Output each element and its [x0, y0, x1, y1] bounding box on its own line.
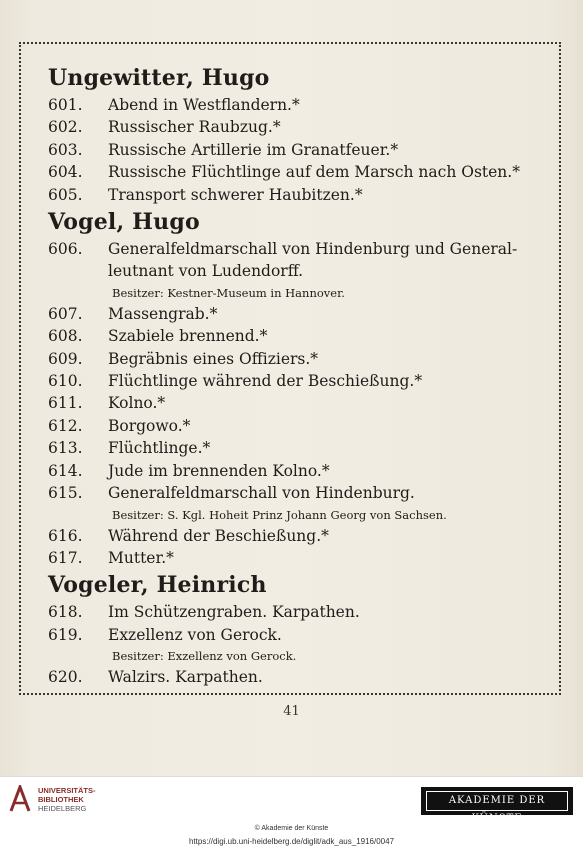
page-number: 41: [283, 704, 300, 719]
akademie-logo[interactable]: [421, 787, 573, 824]
entry-number: 616.: [48, 526, 83, 545]
entry-title: Generalfeldmarschall von Hindenburg und General-: [108, 240, 518, 259]
uni-line-2: BIBLIOTHEK: [38, 794, 84, 804]
entry-number: 607.: [48, 304, 83, 323]
entry-title: Szabiele brennend.*: [108, 327, 268, 346]
entry-number: 615.: [48, 484, 83, 503]
entry-title: Borgowo.*: [108, 416, 191, 435]
catalog-entry: [48, 460, 553, 482]
catalog-entry: [48, 184, 553, 206]
entry-title: Walzirs. Karpathen.: [108, 668, 263, 687]
entry-number: 609.: [48, 349, 83, 368]
entry-title-continued: [48, 260, 553, 282]
footer-bar: [0, 776, 583, 848]
uni-line-3: HEIDELBERG: [38, 803, 87, 813]
entry-owner: Besitzer: Kestner-Museum in Hannover.: [112, 285, 345, 300]
entry-number: 610.: [48, 372, 83, 391]
artist-heading: Ungewitter, Hugo: [48, 65, 270, 91]
catalog-content: [48, 62, 553, 689]
source-url-link[interactable]: https://digi.ub.uni-heidelberg.de/diglit/adk_aus_1916/0047: [188, 837, 395, 846]
catalog-entry: [48, 370, 553, 392]
entry-title: Im Schützengraben. Karpathen.: [108, 603, 360, 622]
entry-title: Russische Flüchtlinge auf dem Marsch nach Osten.*: [108, 163, 520, 182]
entry-number: 601.: [48, 96, 83, 114]
copyright-credit: © Akademie der Künste: [254, 825, 329, 832]
catalog-entry: [48, 139, 553, 161]
catalog-entry: [48, 547, 553, 569]
akademie-label: AKADEMIE DER KÜNSTE: [426, 791, 568, 811]
catalog-entry: [48, 666, 553, 688]
university-library-logo[interactable]: [8, 785, 96, 813]
entry-number: 611.: [48, 394, 83, 413]
catalog-entry: [48, 325, 553, 347]
artist-heading: Vogel, Hugo: [48, 209, 200, 236]
catalog-entry: [48, 601, 553, 623]
entry-number: 608.: [48, 327, 83, 346]
catalog-entry: [48, 348, 553, 370]
entry-title: Russischer Raubzug.*: [108, 118, 281, 137]
catalog-entry: [48, 238, 553, 260]
entry-number: 620.: [48, 668, 83, 687]
library-emblem-icon: [8, 785, 32, 813]
catalog-entry: [48, 525, 553, 547]
catalog-entry: [48, 437, 553, 459]
entry-title: Generalfeldmarschall von Hindenburg.: [108, 484, 415, 503]
entry-title: Exzellenz von Gerock.: [108, 625, 282, 644]
entry-title: Abend in Westflandern.*: [108, 96, 300, 114]
catalog-entry: [48, 624, 553, 646]
catalog-entry: [48, 161, 553, 183]
entry-owner: Besitzer: S. Kgl. Hoheit Prinz Johann Georg von Sachsen.: [112, 507, 447, 522]
entry-number: 606.: [48, 240, 83, 259]
catalog-entry: [48, 116, 553, 138]
entry-owner: Besitzer: Exzellenz von Gerock.: [112, 649, 297, 664]
entry-title: Mutter.*: [108, 548, 174, 567]
uni-line-1: UNIVERSITÄTS-: [38, 785, 96, 795]
catalog-entry: [48, 392, 553, 414]
catalog-entry: [48, 303, 553, 325]
entry-number: 602.: [48, 118, 83, 137]
entry-number: 613.: [48, 439, 83, 458]
entry-number: 612.: [48, 416, 83, 435]
entry-title: Während der Beschießung.*: [108, 526, 329, 545]
entry-title: Flüchtlinge während der Beschießung.*: [108, 372, 423, 391]
entry-title: Russische Artillerie im Granatfeuer.*: [108, 140, 399, 159]
entry-number: 619.: [48, 625, 83, 644]
catalog-entry: [48, 415, 553, 437]
entry-title: Massengrab.*: [108, 304, 218, 323]
artist-heading: Vogeler, Heinrich: [48, 572, 267, 599]
entry-number: 618.: [48, 603, 83, 622]
entry-title-cont: leutnant von Ludendorff.: [108, 262, 304, 281]
entry-number: 604.: [48, 163, 83, 182]
catalog-entry: [48, 482, 553, 504]
entry-number: 617.: [48, 548, 83, 567]
entry-title: Kolno.*: [108, 394, 166, 413]
entry-title: Jude im brennenden Kolno.*: [108, 461, 330, 480]
entry-number: 603.: [48, 140, 83, 159]
entry-number: 605.: [48, 185, 83, 204]
catalog-entry: [48, 94, 553, 116]
entry-number: 614.: [48, 461, 83, 480]
entry-title: Transport schwerer Haubitzen.*: [108, 185, 363, 204]
entry-title: Flüchtlinge.*: [108, 439, 211, 458]
entry-title: Begräbnis eines Offiziers.*: [108, 349, 319, 368]
